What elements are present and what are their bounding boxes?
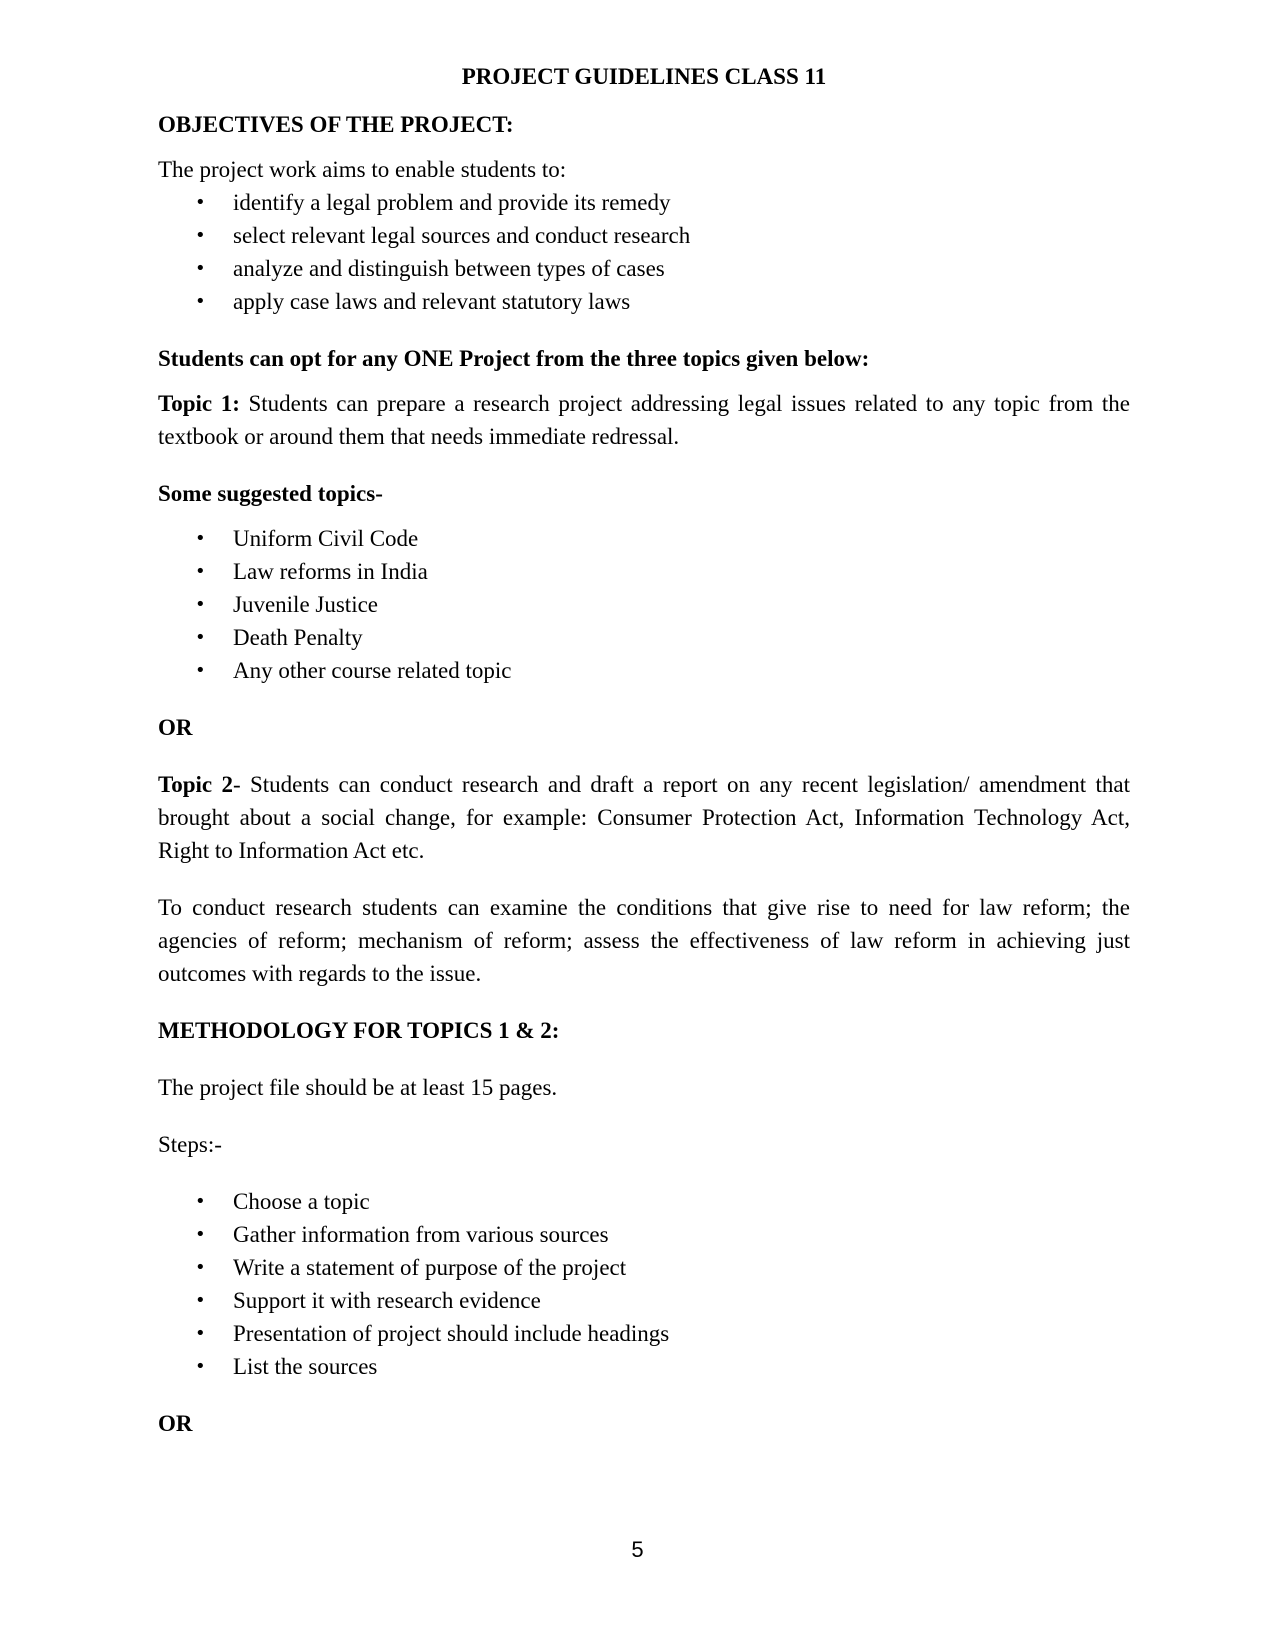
objectives-heading: OBJECTIVES OF THE PROJECT:	[158, 112, 514, 137]
page-number: 5	[631, 1537, 644, 1562]
list-item: • Write a statement of purpose of the project	[158, 1251, 1130, 1284]
topic2-text: - Students can conduct research and draft a report on any recent legislation/ amendment that brought about a social change, for example: Consumer Protection Act, Information Technology Act, Right to Information Act etc.	[158, 772, 1130, 863]
objectives-list	[158, 186, 1130, 318]
list-item: • List the sources	[158, 1350, 1130, 1383]
list-item: • apply case laws and relevant statutory laws	[158, 285, 1130, 318]
or-separator: OR	[158, 715, 193, 740]
or-separator: OR	[158, 1411, 193, 1436]
list-item: • identify a legal problem and provide its remedy	[158, 186, 1130, 219]
steps-label: Steps:-	[158, 1132, 222, 1157]
topic1-label: Topic 1:	[158, 391, 240, 416]
methodology-heading: METHODOLOGY FOR TOPICS 1 & 2:	[158, 1018, 560, 1043]
steps-list	[158, 1185, 1130, 1383]
objectives-intro: The project work aims to enable students to:	[158, 157, 567, 182]
research-paragraph: To conduct research students can examine the conditions that give rise to need for law reform; the agencies of reform; mechanism of reform; assess the effectiveness of law reform in achieving just outcomes with regards to the issue.	[158, 895, 1130, 986]
length-note: The project file should be at least 15 pages.	[158, 1075, 558, 1100]
page-title: PROJECT GUIDELINES CLASS 11	[461, 64, 827, 89]
topic1-paragraph	[158, 387, 1130, 453]
list-item: • Uniform Civil Code	[158, 522, 1130, 555]
topic2-paragraph	[158, 768, 1130, 867]
suggested-topics-list	[158, 522, 1130, 687]
list-item: • Death Penalty	[158, 621, 1130, 654]
list-item: • Any other course related topic	[158, 654, 1130, 687]
choice-heading: Students can opt for any ONE Project from the three topics given below:	[158, 346, 870, 371]
document-page	[158, 60, 1130, 1440]
list-item: • select relevant legal sources and conduct research	[158, 219, 1130, 252]
list-item: • Juvenile Justice	[158, 588, 1130, 621]
topic1-text: Students can prepare a research project addressing legal issues related to any topic from the textbook or around them that needs immediate redressal.	[158, 391, 1130, 449]
list-item: • analyze and distinguish between types of cases	[158, 252, 1130, 285]
list-item: • Support it with research evidence	[158, 1284, 1130, 1317]
list-item: • Law reforms in India	[158, 555, 1130, 588]
topic2-label: Topic 2	[158, 772, 233, 797]
suggested-topics-heading: Some suggested topics-	[158, 481, 383, 506]
list-item: • Presentation of project should include headings	[158, 1317, 1130, 1350]
list-item: • Gather information from various sources	[158, 1218, 1130, 1251]
list-item: • Choose a topic	[158, 1185, 1130, 1218]
